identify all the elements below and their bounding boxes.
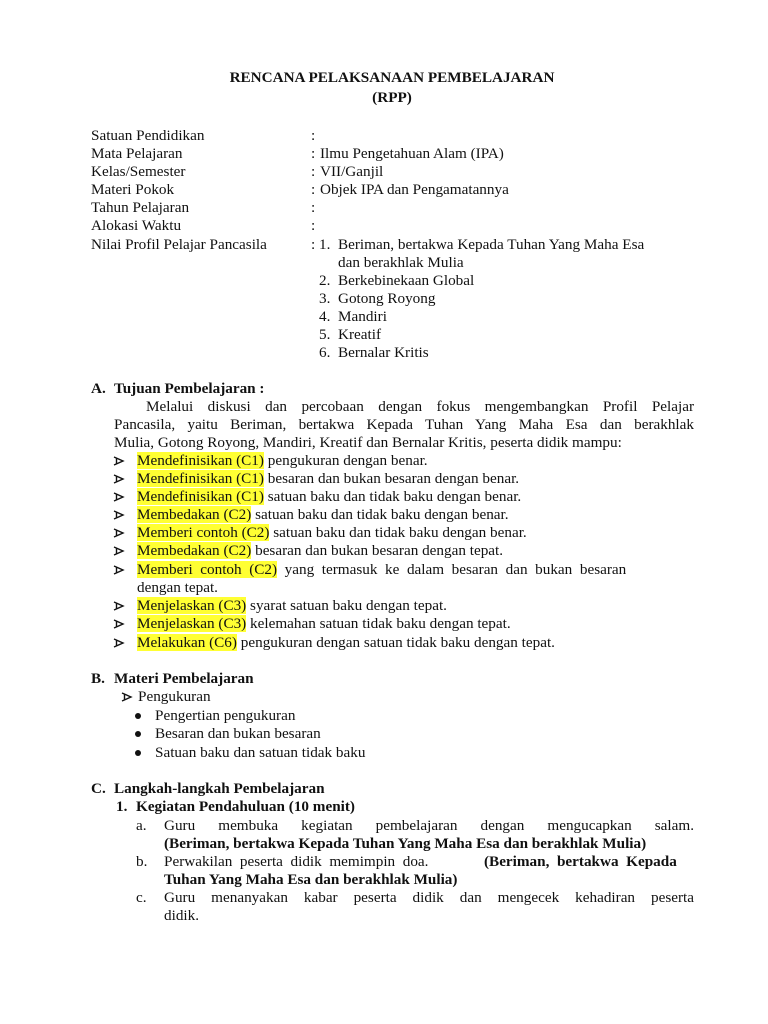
bullet-dot-icon [135,731,141,737]
materi-item: Pengertian pengukuran [155,707,296,724]
identity-label: Kelas/Semester [91,163,186,180]
objective-text: yang termasuk ke dalam besaran dan bukan besaran [277,561,627,578]
nilai-number: 5. [319,326,331,343]
document-subtitle: (RPP) [372,89,412,106]
arrow-bullet-icon [113,634,129,652]
objective-text: syarat satuan baku dengan tepat. [246,597,447,614]
nilai-text: Bernalar Kritis [338,344,429,361]
arrow-bullet-icon [121,688,137,706]
identity-colon: : [311,163,316,180]
objective-item [137,542,503,560]
arrow-bullet-icon [113,561,129,579]
materi-item: Besaran dan bukan besaran [155,725,321,742]
identity-label: Tahun Pelajaran [91,199,190,216]
arrow-bullet-icon [113,615,129,633]
objective-highlight: Membedakan (C2) [137,542,252,559]
objective-text: kelemahan satuan tidak baku dengan tepat. [246,615,511,632]
nilai-number: 2. [319,272,331,289]
objective-continuation: dengan tepat. [137,579,218,596]
objective-text: satuan baku dan tidak baku dengan benar. [269,524,527,541]
arrow-bullet-icon [113,524,129,542]
identity-label: Materi Pokok [91,181,175,198]
nilai-text: Kreatif [338,326,382,343]
identity-value: Ilmu Pengetahuan Alam (IPA) [320,145,504,162]
objective-text: pengukuran dengan benar. [263,452,428,469]
objective-text: besaran dan bukan besaran dengan benar. [263,470,520,487]
bullet-dot-icon [135,713,141,719]
objective-highlight: Membedakan (C2) [137,506,252,523]
objective-highlight: Mendefinisikan (C1) [137,470,264,487]
materi-item: Satuan baku dan satuan tidak baku [155,744,366,761]
step-value-emphasis: Tuhan Yang Maha Esa dan berakhlak Mulia) [164,871,458,888]
objective-item [137,561,626,579]
tujuan-intro-line: Mulia, Gotong Royong, Mandiri, Kreatif dan Bernalar Kritis, peserta didik mampu: [114,434,622,451]
section-letter: C. [91,780,106,797]
bullet-dot-icon [135,750,141,756]
identity-value: Objek IPA dan Pengamatannya [320,181,509,198]
nilai-number: 1. [319,236,331,253]
step-text: Guru menanyakan kabar peserta didik dan mengecek kehadiran peserta [164,889,694,906]
kegiatan-label: Kegiatan Pendahuluan (10 menit) [136,798,355,815]
objective-highlight: Melakukan (C6) [137,634,237,651]
step-letter: a. [136,817,147,834]
identity-colon: : [311,127,316,144]
step-text: Perwakilan peserta didik memimpin doa. [164,853,429,870]
tujuan-intro-line: Melalui diskusi dan percobaan dengan fokus mengembangkan Profil Pelajar [146,398,694,415]
objective-highlight: Mendefinisikan (C1) [137,488,264,505]
step-letter: b. [136,853,148,870]
document-title: RENCANA PELAKSANAAN PEMBELAJARAN [229,69,555,86]
section-title: Tujuan Pembelajaran : [114,380,265,397]
arrow-bullet-icon [113,488,129,506]
arrow-bullet-icon [113,470,129,488]
nilai-number: 6. [319,344,331,361]
identity-colon: : [311,236,316,253]
objective-highlight: Menjelaskan (C3) [137,615,247,632]
objective-item [137,470,519,488]
section-letter: A. [91,380,106,397]
step-value-emphasis: (Beriman, bertakwa Kepada Tuhan Yang Maha Esa dan berakhlak Mulia) [164,835,647,852]
arrow-bullet-icon [113,597,129,615]
objective-text: besaran dan bukan besaran dengan tepat. [251,542,504,559]
objective-item [137,452,428,470]
objective-item [137,488,521,506]
identity-label: Nilai Profil Pelajar Pancasila [91,236,267,253]
materi-topic: Pengukuran [138,688,211,705]
identity-label: Mata Pelajaran [91,145,183,162]
identity-colon: : [311,199,316,216]
nilai-text: Mandiri [338,308,387,325]
step-text: Guru membuka kegiatan pembelajaran dengan mengucapkan salam. [164,817,694,834]
arrow-bullet-icon [113,542,129,560]
objective-text: satuan baku dan tidak baku dengan benar. [263,488,522,505]
objective-text: satuan baku dan tidak baku dengan benar. [251,506,509,523]
objective-item [137,597,447,615]
identity-label: Alokasi Waktu [91,217,182,234]
nilai-text: Gotong Royong [338,290,436,307]
nilai-text: Beriman, bertakwa Kepada Tuhan Yang Maha Esa [338,236,645,253]
identity-label: Satuan Pendidikan [91,127,205,144]
step-text-continuation: didik. [164,907,200,924]
objective-highlight: Mendefinisikan (C1) [137,452,264,469]
arrow-bullet-icon [113,506,129,524]
identity-colon: : [311,181,316,198]
step-letter: c. [136,889,147,906]
objective-item [137,634,555,652]
objective-text: pengukuran dengan satuan tidak baku dengan tepat. [236,634,555,651]
nilai-text-continuation: dan berakhlak Mulia [338,254,464,271]
identity-colon: : [311,217,316,234]
section-title: Materi Pembelajaran [114,670,254,687]
objective-item [137,506,509,524]
nilai-text: Berkebinekaan Global [338,272,475,289]
tujuan-intro-line: Pancasila, yaitu Beriman, bertakwa Kepada Tuhan Yang Maha Esa dan berakhlak [114,416,694,433]
objective-highlight: Memberi contoh (C2) [137,524,270,541]
objective-item [137,615,511,633]
section-letter: B. [91,670,105,687]
nilai-number: 3. [319,290,331,307]
arrow-bullet-icon [113,452,129,470]
objective-highlight: Menjelaskan (C3) [137,597,247,614]
section-title: Langkah-langkah Pembelajaran [114,780,325,797]
objective-item [137,524,527,542]
step-value-emphasis: (Beriman, bertakwa Kepada [484,853,677,870]
identity-colon: : [311,145,316,162]
kegiatan-number: 1. [116,798,128,815]
nilai-number: 4. [319,308,331,325]
identity-value: VII/Ganjil [320,163,384,180]
objective-highlight: Memberi contoh (C2) [137,561,278,578]
